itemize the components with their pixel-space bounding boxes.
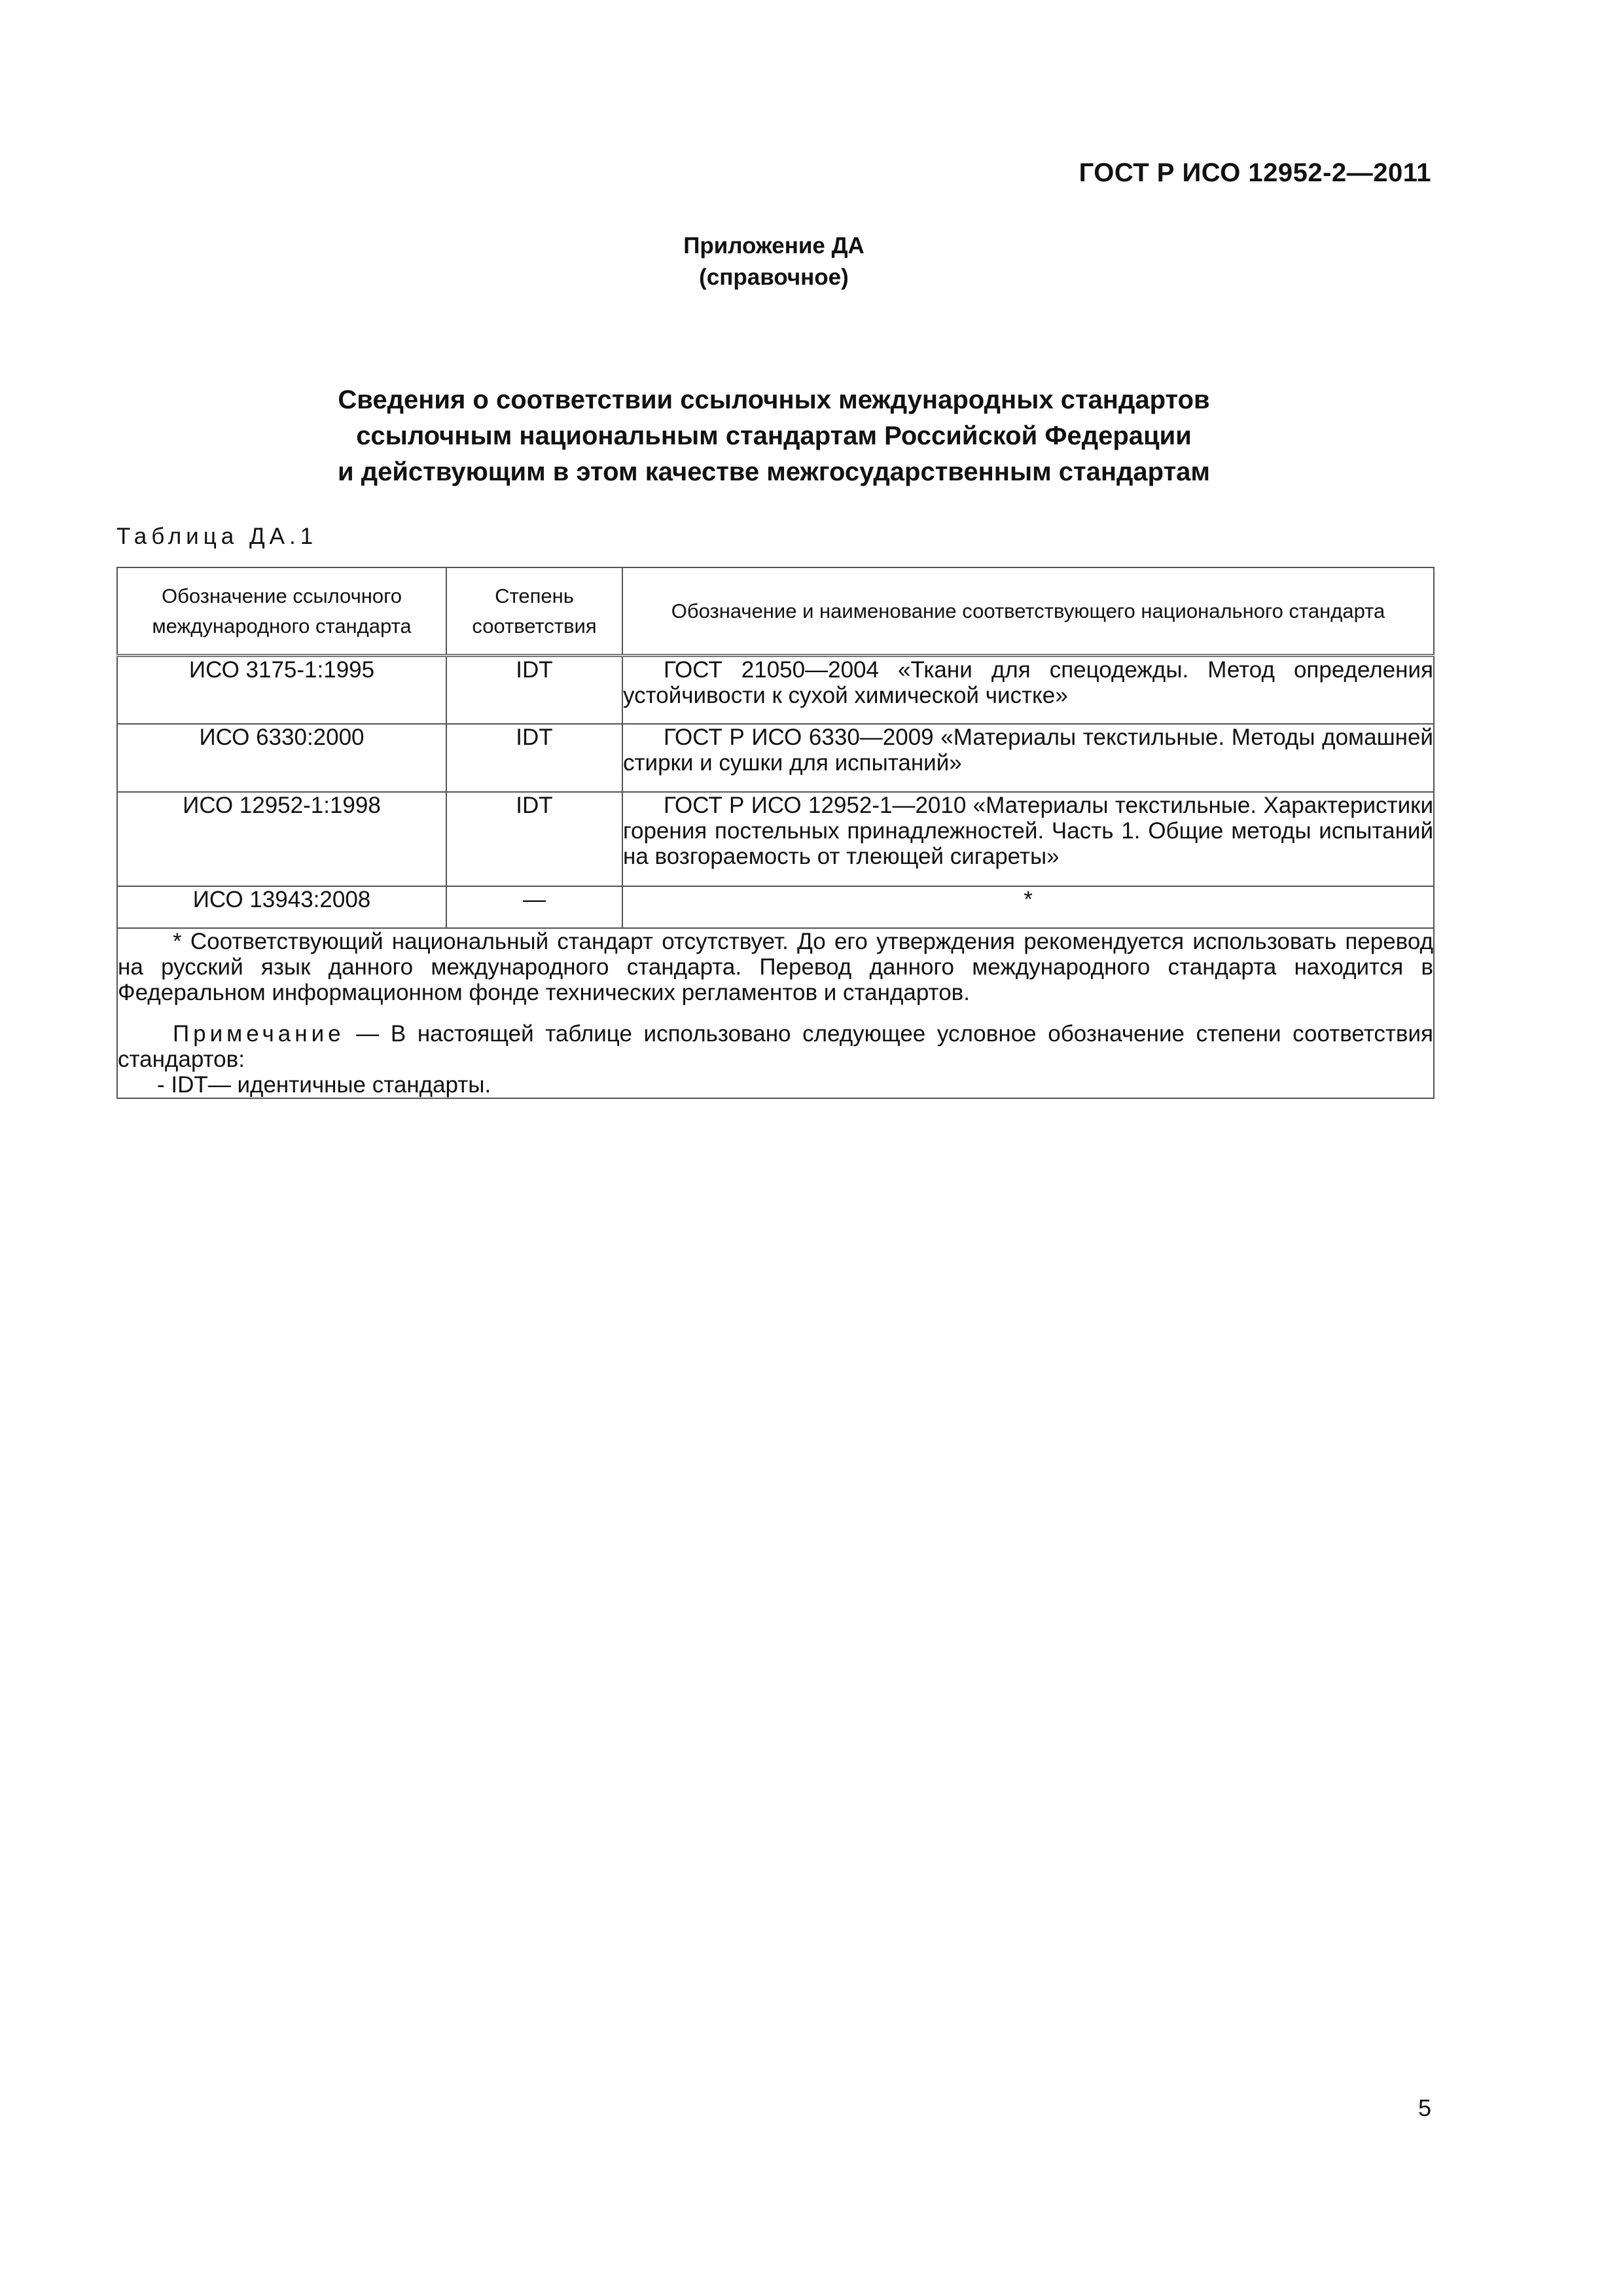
national-standard-cell — [622, 792, 1434, 886]
national-standard-cell — [622, 656, 1434, 724]
column-header: Обозначение ссылочного международного стандарта — [117, 567, 446, 656]
intl-standard-cell: ИСО 12952-1:1998 — [117, 792, 446, 886]
section-title-line: ссылочным национальным стандартам Российской Федерации — [356, 422, 1192, 450]
table-header-row — [117, 567, 1434, 656]
section-title — [0, 382, 1548, 490]
column-header: Обозначение и наименование соответствующего национального стандарта — [622, 567, 1434, 656]
note-label: Примечание — [173, 1020, 345, 1047]
table-footnote-row — [117, 928, 1434, 1098]
national-standard-text: ГОСТ Р ИСО 6330—2009 «Материалы текстильные. Методы домашней стирки и сушки для испытаний» — [623, 724, 1433, 776]
table-row — [117, 724, 1434, 792]
table-row — [117, 656, 1434, 724]
document-code: ГОСТ Р ИСО 12952-2—2011 — [1079, 158, 1431, 187]
note-item: - IDT— идентичные стандарты. — [157, 1071, 491, 1098]
degree-cell: — — [446, 886, 622, 928]
note-paragraph — [118, 1021, 1433, 1072]
column-header: Степень соответствия — [446, 567, 622, 656]
table-caption: Таблица ДА.1 — [116, 524, 318, 549]
intl-standard-cell: ИСО 13943:2008 — [117, 886, 446, 928]
table-row — [117, 886, 1434, 928]
table-footnote-cell — [117, 928, 1434, 1098]
appendix-title: Приложение ДА — [683, 233, 865, 259]
footnote-text: * Соответствующий национальный стандарт отсутствует. До его утверждения рекомендуется использовать перевод на русский язык данного международного стандарта. Перевод данного международного стандарта находится в Федеральном информационном фонде технических регламентов и стандартов. — [118, 928, 1433, 1005]
national-standard-cell: * — [622, 886, 1434, 928]
correspondence-table — [116, 567, 1435, 1099]
degree-cell: IDT — [446, 792, 622, 886]
page-number: 5 — [1418, 2094, 1431, 2121]
national-standard-text: ГОСТ 21050—2004 «Ткани для спецодежды. Метод определения устойчивости к сухой химической чистке» — [623, 657, 1433, 708]
national-standard-text: ГОСТ Р ИСО 12952-1—2010 «Материалы текстильные. Характеристики горения постельных принадлежностей. Часть 1. Общие методы испытаний на возгораемость от тлеющей сигареты» — [623, 792, 1433, 869]
degree-cell: IDT — [446, 656, 622, 724]
intl-standard-cell: ИСО 6330:2000 — [117, 724, 446, 792]
table-row — [117, 792, 1434, 886]
note-text: — В настоящей таблице использовано следующее условное обозначение степени соответствия стандартов: — [118, 1020, 1433, 1072]
degree-cell: IDT — [446, 724, 622, 792]
national-standard-cell — [622, 724, 1434, 792]
intl-standard-cell: ИСО 3175-1:1995 — [117, 656, 446, 724]
appendix-heading — [0, 230, 1548, 293]
section-title-line: и действующим в этом качестве межгосударственным стандартам — [337, 457, 1211, 486]
appendix-subtitle: (справочное) — [699, 264, 849, 290]
section-title-line: Сведения о соответствии ссылочных международных стандартов — [338, 386, 1210, 414]
